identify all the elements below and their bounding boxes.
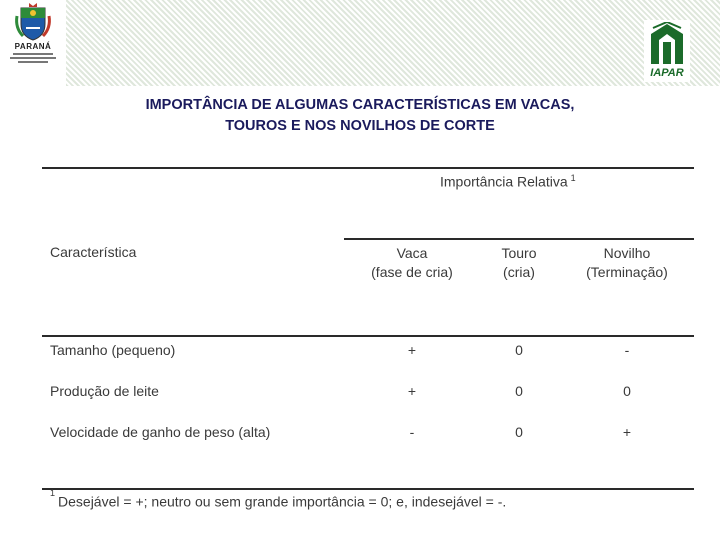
column-header-line-1: Vaca (396, 245, 428, 261)
table-cell-vaca: + (407, 383, 417, 399)
parana-coat-of-arms-icon (13, 2, 53, 42)
column-header-vaca (350, 244, 474, 282)
footnote-text: Desejável = +; neutro ou sem grande importância = 0; e, indesejável = -. (58, 493, 507, 510)
group-header (440, 173, 576, 190)
parana-logo-name: PARANÁ (14, 42, 52, 51)
iapar-logo (644, 20, 690, 82)
group-header-rule (344, 238, 694, 240)
table-top-rule (42, 167, 694, 169)
table-cell-touro: 0 (515, 424, 523, 440)
column-header-line-1: Novilho (603, 245, 651, 261)
table-cell-touro: 0 (515, 383, 523, 399)
table-row-label: Velocidade de ganho de peso (alta) (50, 424, 271, 440)
iapar-logo-name: IAPAR (650, 67, 684, 79)
parana-logo-subtext (8, 53, 58, 65)
parana-logo (2, 2, 64, 82)
table-row-label: Produção de leite (50, 383, 159, 399)
column-header-line-2: (fase de cria) (371, 264, 453, 280)
table-cell-novilho: 0 (623, 383, 631, 399)
table-cell-novilho: - (624, 342, 630, 358)
column-header-line-2: (cria) (503, 264, 535, 280)
header-pattern-band (66, 0, 720, 86)
column-header-novilho (568, 244, 686, 282)
table-row-label: Tamanho (pequeno) (50, 342, 176, 358)
table-cell-vaca: + (407, 342, 417, 358)
group-header-note-marker: 1 (570, 173, 576, 183)
iapar-building-icon (647, 22, 687, 66)
footnote-marker: 1 (50, 488, 56, 498)
table-bottom-rule (42, 488, 694, 490)
page-title (60, 95, 660, 137)
column-header-line-2: (Terminação) (586, 264, 668, 280)
group-header-label: Importância Relativa (440, 173, 568, 190)
title-line-1: IMPORTÂNCIA DE ALGUMAS CARACTERÍSTICAS EM VACAS, (145, 97, 575, 113)
table-cell-touro: 0 (515, 342, 523, 358)
title-line-2: TOUROS E NOS NOVILHOS DE CORTE (225, 118, 495, 134)
row-header: Característica (50, 244, 137, 260)
table-cell-vaca: - (409, 424, 415, 440)
header-bottom-rule (42, 335, 694, 337)
column-header-line-1: Touro (501, 245, 537, 261)
table-cell-novilho: + (622, 424, 632, 440)
footnote (50, 488, 507, 510)
column-header-touro (474, 244, 564, 282)
